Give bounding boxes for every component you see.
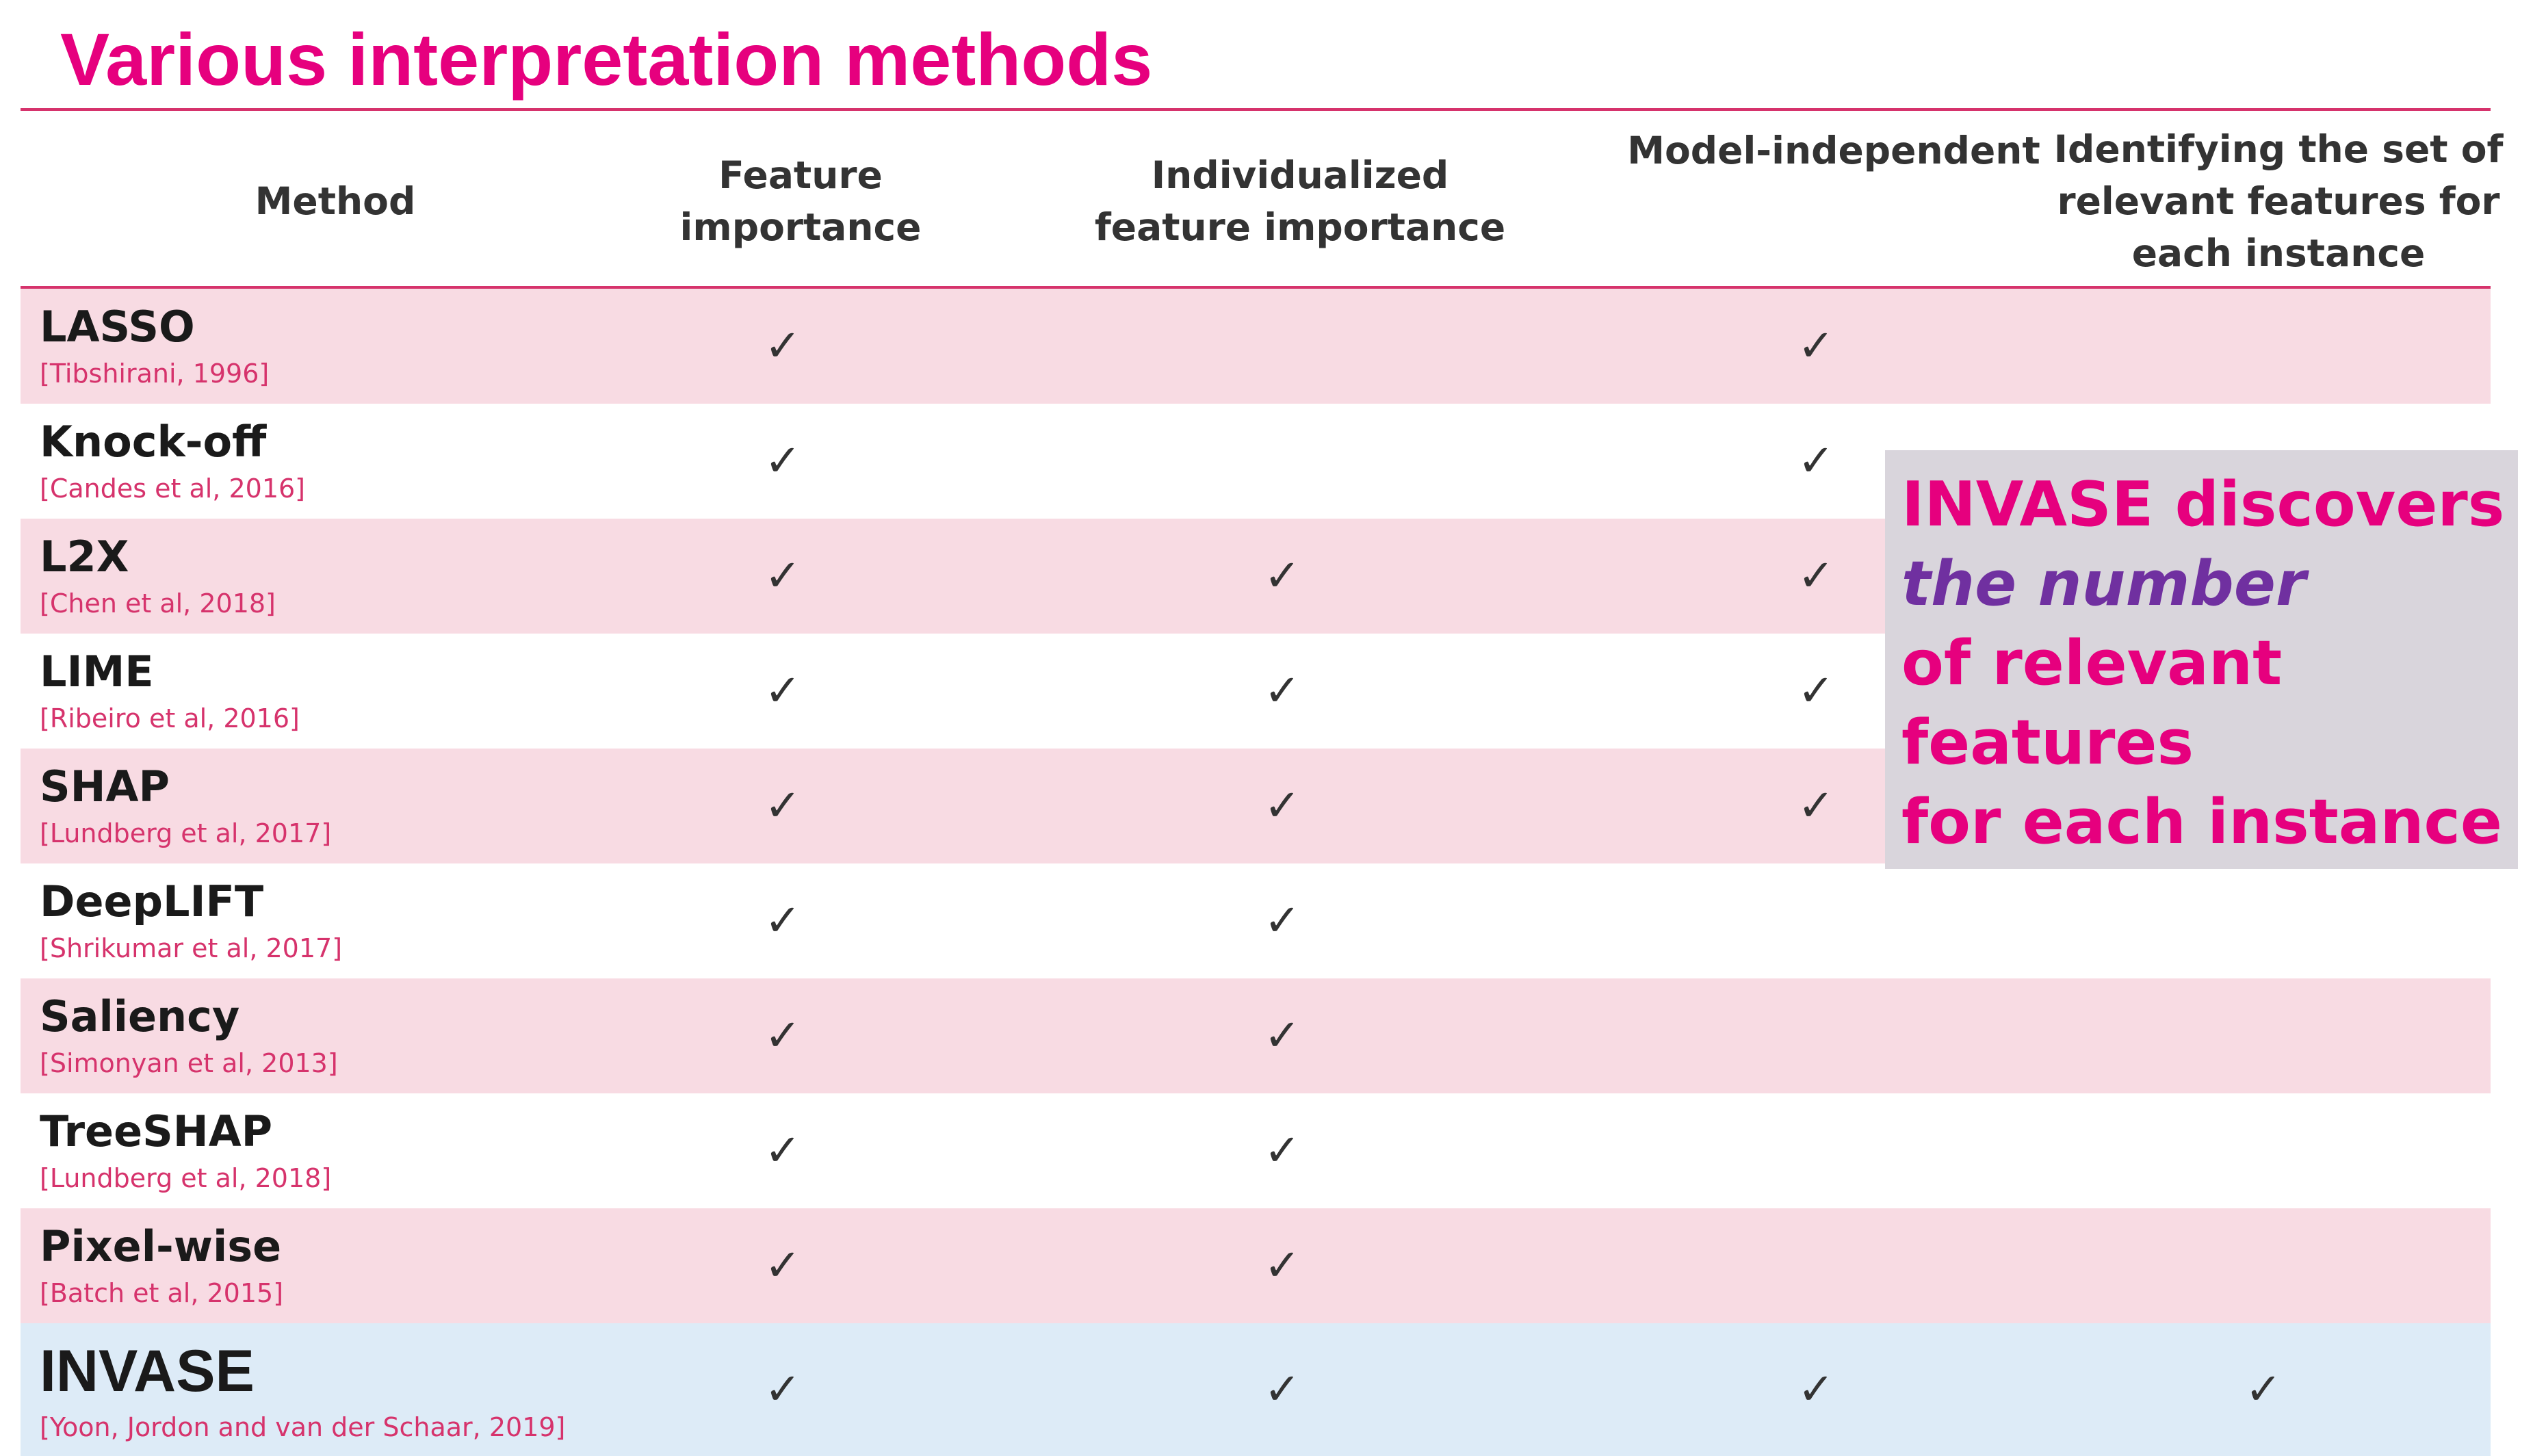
check-icon	[1241, 289, 1323, 404]
method-citation: [Ribeiro et al, 2016]	[40, 703, 300, 733]
check-icon	[1775, 1208, 1857, 1323]
check-icon	[1775, 978, 1857, 1093]
invase-callout	[1885, 450, 2518, 869]
check-icon: ✓	[1264, 551, 1301, 601]
method-citation: [Yoon, Jordon and van der Schaar, 2019]	[40, 1412, 566, 1442]
table-row	[21, 1208, 2491, 1323]
method-citation: [Batch et al, 2015]	[40, 1278, 284, 1308]
check-icon: ✓	[2245, 1364, 2282, 1415]
column-header-method: Method	[255, 179, 416, 223]
check-icon: ✓	[764, 436, 801, 486]
check-icon: ✓	[1797, 321, 1834, 372]
check-icon: ✓	[764, 1240, 801, 1291]
check-icon	[1775, 1093, 1857, 1208]
method-name: Knock-off	[40, 417, 267, 467]
check-icon: ✓	[1264, 1240, 1301, 1291]
check-icon: ✓	[1264, 1011, 1301, 1061]
table-header	[21, 115, 2504, 287]
check-icon: ✓	[764, 666, 801, 716]
method-name: Pixel-wise	[40, 1221, 282, 1271]
table-row	[21, 289, 2491, 404]
check-icon	[2222, 1208, 2304, 1323]
table-row-highlighted	[21, 1323, 2491, 1456]
column-header-model-independent: Model-independent	[1627, 129, 2040, 172]
method-citation: [Simonyan et al, 2013]	[40, 1048, 338, 1078]
method-citation: [Tibshirani, 1996]	[40, 359, 270, 389]
method-name: L2X	[40, 532, 129, 582]
callout-emphasis: the number	[1901, 548, 2307, 620]
check-icon: ✓	[764, 321, 801, 372]
method-name: DeepLIFT	[40, 876, 264, 926]
method-citation: [Lundberg et al, 2017]	[40, 818, 332, 848]
check-icon: ✓	[1264, 1126, 1301, 1176]
check-icon	[1241, 404, 1323, 519]
check-icon: ✓	[1264, 781, 1301, 831]
method-name: TreeSHAP	[40, 1106, 273, 1156]
check-icon	[2222, 289, 2304, 404]
method-citation: [Shrikumar et al, 2017]	[40, 933, 343, 963]
callout-line: INVASE discovers	[1901, 469, 2505, 541]
title-divider	[21, 108, 2491, 111]
table-row	[21, 1093, 2491, 1208]
check-icon	[2222, 1093, 2304, 1208]
method-name: INVASE	[40, 1338, 255, 1404]
callout-line: features	[1901, 707, 2194, 779]
check-icon: ✓	[764, 1126, 801, 1176]
slide-title: Various interpretation methods	[60, 18, 1153, 101]
method-citation: [Chen et al, 2018]	[40, 588, 276, 619]
check-icon: ✓	[1797, 666, 1834, 716]
check-icon: ✓	[1264, 666, 1301, 716]
check-icon	[2222, 863, 2304, 978]
check-icon: ✓	[1797, 551, 1834, 601]
method-name: LASSO	[40, 302, 195, 352]
check-icon: ✓	[1797, 1364, 1834, 1415]
check-icon: ✓	[764, 781, 801, 831]
method-name: LIME	[40, 647, 154, 697]
check-icon: ✓	[764, 551, 801, 601]
check-icon: ✓	[1264, 896, 1301, 946]
callout-line: of relevant	[1901, 627, 2283, 699]
check-icon: ✓	[1797, 436, 1834, 486]
table-row	[21, 863, 2491, 978]
method-citation: [Lundberg et al, 2018]	[40, 1163, 332, 1193]
method-name: SHAP	[40, 762, 170, 811]
check-icon: ✓	[764, 896, 801, 946]
check-icon	[2222, 978, 2304, 1093]
check-icon: ✓	[1264, 1364, 1301, 1415]
check-icon: ✓	[1797, 781, 1834, 831]
callout-line: for each instance	[1901, 786, 2502, 858]
table-row	[21, 978, 2491, 1093]
column-header-relevant-feature-set: Identifying the set of relevant features for each instance	[2053, 127, 2504, 275]
check-icon: ✓	[764, 1011, 801, 1061]
column-header-feature-importance: Feature importance	[679, 153, 922, 249]
method-citation: [Candes et al, 2016]	[40, 473, 305, 504]
check-icon: ✓	[764, 1364, 801, 1415]
check-icon	[1775, 863, 1857, 978]
method-name: Saliency	[40, 991, 240, 1041]
column-header-individualized-feature-importance: Individualized feature importance	[1094, 153, 1506, 249]
